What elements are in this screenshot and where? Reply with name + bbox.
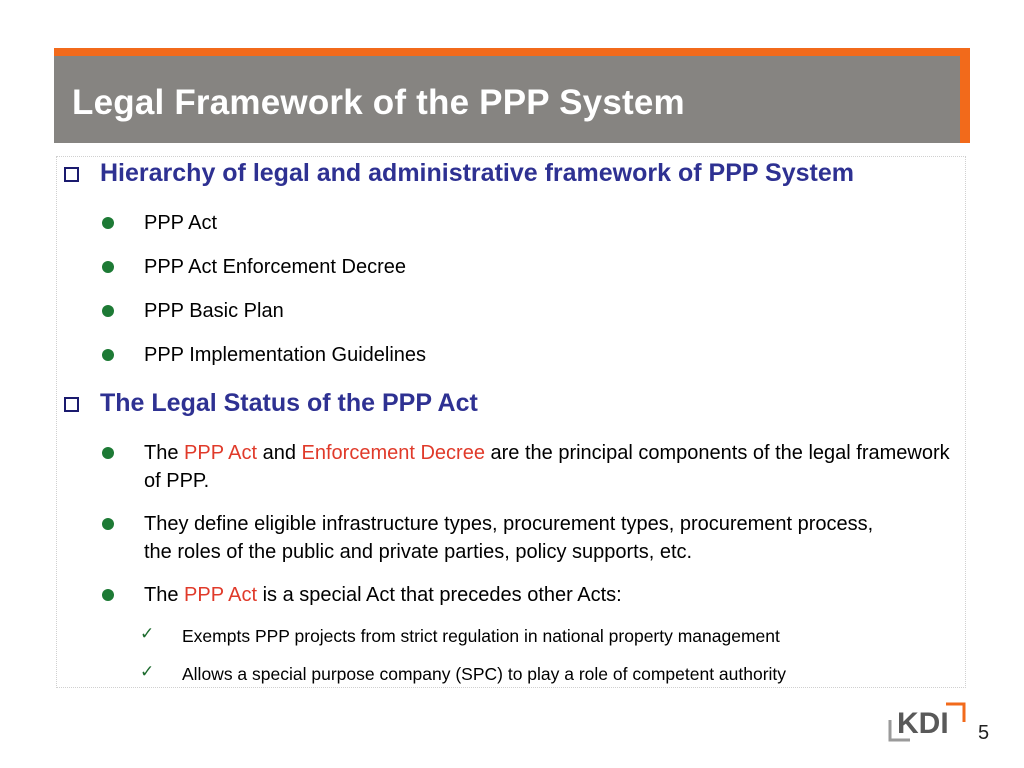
green-dot-icon bbox=[102, 261, 114, 273]
highlight-text: PPP Act bbox=[184, 584, 258, 606]
list-item: PPP Act Enforcement Decree bbox=[144, 256, 406, 278]
section-heading-text: Hierarchy of legal and administrative framework of PPP System bbox=[100, 159, 854, 187]
slide-title: Legal Framework of the PPP System bbox=[72, 83, 685, 122]
item-text-segment: are the principal components of the legal framework of PPP. bbox=[144, 442, 950, 492]
item-text-segment: The bbox=[144, 442, 185, 464]
green-dot-icon bbox=[102, 217, 114, 229]
title-accent-stripe bbox=[960, 48, 970, 143]
list-item bbox=[144, 581, 964, 609]
list-item: They define eligible infrastructure types, procurement types, procurement process, the roles of the public and private parties, policy supports, etc. bbox=[144, 513, 874, 563]
list-item bbox=[144, 439, 954, 495]
kdi-logo bbox=[888, 700, 968, 744]
section-heading-text: The Legal Status of the PPP Act bbox=[100, 389, 478, 417]
checkbox-square-icon bbox=[64, 167, 79, 182]
section-heading-legal-status bbox=[64, 389, 478, 418]
list-item: PPP Implementation Guidelines bbox=[144, 344, 427, 366]
sub-list-item: Allows a special purpose company (SPC) to play a role of competent authority bbox=[182, 664, 787, 684]
green-dot-icon bbox=[102, 589, 114, 601]
checkbox-square-icon bbox=[64, 397, 79, 412]
highlight-text: PPP Act bbox=[184, 442, 258, 464]
green-dot-icon bbox=[102, 349, 114, 361]
item-text-segment: and bbox=[257, 442, 302, 464]
item-text-segment: The bbox=[144, 584, 185, 606]
title-bar bbox=[54, 48, 960, 143]
sub-list-item: Exempts PPP projects from strict regulation in national property management bbox=[182, 626, 780, 646]
checkmark-icon: ✓ bbox=[140, 624, 155, 643]
green-dot-icon bbox=[102, 305, 114, 317]
svg-text:KDI: KDI bbox=[897, 707, 949, 740]
green-dot-icon bbox=[102, 447, 114, 459]
green-dot-icon bbox=[102, 518, 114, 530]
list-item: PPP Act bbox=[144, 212, 218, 234]
highlight-text: Enforcement Decree bbox=[301, 442, 485, 464]
page-number: 5 bbox=[978, 722, 990, 744]
section-heading-hierarchy bbox=[64, 159, 854, 188]
list-item: PPP Basic Plan bbox=[144, 300, 284, 322]
item-text-segment: is a special Act that precedes other Acts: bbox=[257, 584, 622, 606]
checkmark-icon: ✓ bbox=[140, 662, 155, 681]
